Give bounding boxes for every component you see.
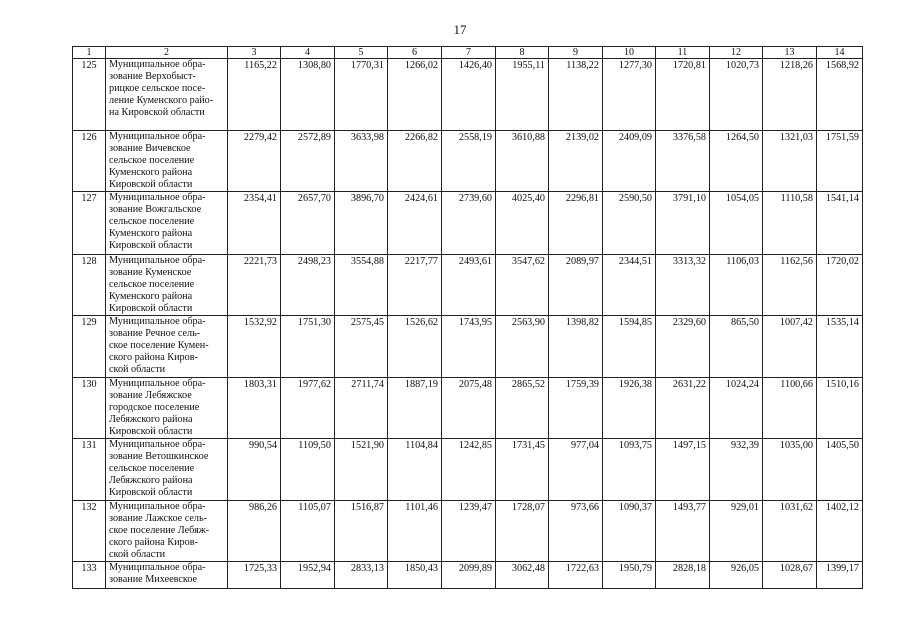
value-cell: 2075,48 bbox=[442, 378, 496, 439]
value-cell: 2631,22 bbox=[656, 378, 710, 439]
municipality-name-line: зование Вожгальское bbox=[109, 204, 202, 215]
municipality-name-line: ского района Киров- bbox=[109, 537, 198, 548]
table-row bbox=[73, 439, 863, 501]
value-cell: 1541,14 bbox=[817, 192, 863, 255]
value-cell: 2572,89 bbox=[281, 131, 335, 192]
value-cell: 2493,61 bbox=[442, 255, 496, 316]
value-cell: 1725,33 bbox=[228, 562, 281, 589]
municipality-name-cell bbox=[106, 255, 228, 316]
value-cell: 1743,95 bbox=[442, 316, 496, 378]
municipality-name-line: ское поселение Лебяж- bbox=[109, 525, 210, 536]
value-cell: 1105,07 bbox=[281, 501, 335, 562]
value-cell: 2590,50 bbox=[603, 192, 656, 255]
value-cell: 1850,43 bbox=[388, 562, 442, 589]
row-number: 131 bbox=[73, 439, 106, 501]
data-table bbox=[72, 46, 863, 589]
value-cell: 3610,88 bbox=[496, 131, 549, 192]
municipality-name-line: Кировской области bbox=[109, 240, 193, 251]
row-number: 132 bbox=[73, 501, 106, 562]
municipality-name-line: Муниципальное обра- bbox=[109, 316, 206, 327]
value-cell: 2266,82 bbox=[388, 131, 442, 192]
value-cell: 1242,85 bbox=[442, 439, 496, 501]
value-cell: 3376,58 bbox=[656, 131, 710, 192]
value-cell: 1926,38 bbox=[603, 378, 656, 439]
municipality-name-line: ской области bbox=[109, 364, 166, 375]
value-cell: 2296,81 bbox=[549, 192, 603, 255]
value-cell: 4025,40 bbox=[496, 192, 549, 255]
value-cell: 2279,42 bbox=[228, 131, 281, 192]
table-row bbox=[73, 501, 863, 562]
municipality-name-line: Муниципальное обра- bbox=[109, 255, 206, 266]
value-cell: 1028,67 bbox=[763, 562, 817, 589]
value-cell: 1728,07 bbox=[496, 501, 549, 562]
municipality-name-line: зование Лажское сель- bbox=[109, 513, 208, 524]
row-number: 127 bbox=[73, 192, 106, 255]
value-cell: 1024,24 bbox=[710, 378, 763, 439]
value-cell: 1106,03 bbox=[710, 255, 763, 316]
municipality-name-line: ское поселение Кумен- bbox=[109, 340, 209, 351]
value-cell: 3062,48 bbox=[496, 562, 549, 589]
value-cell: 1321,03 bbox=[763, 131, 817, 192]
column-header: 6 bbox=[388, 47, 442, 59]
header-row bbox=[73, 47, 863, 59]
municipality-name-line: Куменского района bbox=[109, 228, 193, 239]
value-cell: 1054,05 bbox=[710, 192, 763, 255]
value-cell: 986,26 bbox=[228, 501, 281, 562]
value-cell: 929,01 bbox=[710, 501, 763, 562]
value-cell: 2139,02 bbox=[549, 131, 603, 192]
municipality-name-line: Лебяжского района bbox=[109, 475, 193, 486]
value-cell: 932,39 bbox=[710, 439, 763, 501]
column-header: 2 bbox=[106, 47, 228, 59]
value-cell: 1100,66 bbox=[763, 378, 817, 439]
table-row bbox=[73, 192, 863, 255]
municipality-name-cell bbox=[106, 59, 228, 131]
value-cell: 2354,41 bbox=[228, 192, 281, 255]
value-cell: 1109,50 bbox=[281, 439, 335, 501]
value-cell: 1398,82 bbox=[549, 316, 603, 378]
column-header: 12 bbox=[710, 47, 763, 59]
page-number: 17 bbox=[453, 22, 467, 37]
value-cell: 1510,16 bbox=[817, 378, 863, 439]
column-header: 10 bbox=[603, 47, 656, 59]
table-row bbox=[73, 131, 863, 192]
municipality-name-line: ской области bbox=[109, 549, 166, 560]
value-cell: 1952,94 bbox=[281, 562, 335, 589]
value-cell: 1090,37 bbox=[603, 501, 656, 562]
table-row bbox=[73, 316, 863, 378]
value-cell: 1007,42 bbox=[763, 316, 817, 378]
value-cell: 1031,62 bbox=[763, 501, 817, 562]
value-cell: 1399,17 bbox=[817, 562, 863, 589]
value-cell: 1720,81 bbox=[656, 59, 710, 131]
value-cell: 865,50 bbox=[710, 316, 763, 378]
value-cell: 1162,56 bbox=[763, 255, 817, 316]
value-cell: 3554,88 bbox=[335, 255, 388, 316]
value-cell: 2563,90 bbox=[496, 316, 549, 378]
value-cell: 973,66 bbox=[549, 501, 603, 562]
municipality-name-line: Лебяжского района bbox=[109, 414, 193, 425]
municipality-name-line: ского района Киров- bbox=[109, 352, 198, 363]
municipality-name-line: сельское поселение bbox=[109, 155, 195, 166]
value-cell: 1402,12 bbox=[817, 501, 863, 562]
municipality-name-line: зование Верхобыст- bbox=[109, 71, 196, 82]
municipality-name-line: Кировской области bbox=[109, 487, 193, 498]
municipality-name-line: городское поселение bbox=[109, 402, 200, 413]
municipality-name-cell bbox=[106, 192, 228, 255]
value-cell: 2498,23 bbox=[281, 255, 335, 316]
row-number: 130 bbox=[73, 378, 106, 439]
value-cell: 2409,09 bbox=[603, 131, 656, 192]
value-cell: 3791,10 bbox=[656, 192, 710, 255]
column-header: 4 bbox=[281, 47, 335, 59]
value-cell: 1526,62 bbox=[388, 316, 442, 378]
value-cell: 1035,00 bbox=[763, 439, 817, 501]
value-cell: 2657,70 bbox=[281, 192, 335, 255]
column-header: 3 bbox=[228, 47, 281, 59]
municipality-name-line: Кировской области bbox=[109, 179, 193, 190]
value-cell: 1138,22 bbox=[549, 59, 603, 131]
value-cell: 2099,89 bbox=[442, 562, 496, 589]
value-cell: 1532,92 bbox=[228, 316, 281, 378]
column-header: 8 bbox=[496, 47, 549, 59]
municipality-name-line: Кировской области bbox=[109, 303, 193, 314]
value-cell: 3313,32 bbox=[656, 255, 710, 316]
municipality-name-line: зование Куменское bbox=[109, 267, 192, 278]
column-header: 13 bbox=[763, 47, 817, 59]
value-cell: 1977,62 bbox=[281, 378, 335, 439]
value-cell: 1722,63 bbox=[549, 562, 603, 589]
column-header: 11 bbox=[656, 47, 710, 59]
municipality-name-line: Муниципальное обра- bbox=[109, 501, 206, 512]
municipality-name-line: Муниципальное обра- bbox=[109, 562, 206, 573]
value-cell: 2221,73 bbox=[228, 255, 281, 316]
municipality-name-line: рицкое сельское посе- bbox=[109, 83, 206, 94]
municipality-name-line: сельское поселение bbox=[109, 216, 195, 227]
table-row bbox=[73, 562, 863, 589]
value-cell: 977,04 bbox=[549, 439, 603, 501]
table-row bbox=[73, 255, 863, 316]
municipality-name-cell bbox=[106, 501, 228, 562]
value-cell: 1535,14 bbox=[817, 316, 863, 378]
value-cell: 1493,77 bbox=[656, 501, 710, 562]
municipality-name-line: зование Лебяжское bbox=[109, 390, 192, 401]
municipality-name-line: Куменского района bbox=[109, 291, 193, 302]
value-cell: 1426,40 bbox=[442, 59, 496, 131]
row-number: 126 bbox=[73, 131, 106, 192]
value-cell: 1720,02 bbox=[817, 255, 863, 316]
value-cell: 2711,74 bbox=[335, 378, 388, 439]
value-cell: 3896,70 bbox=[335, 192, 388, 255]
value-cell: 1751,30 bbox=[281, 316, 335, 378]
value-cell: 1955,11 bbox=[496, 59, 549, 131]
table-row bbox=[73, 59, 863, 131]
municipality-name-line: Муниципальное обра- bbox=[109, 131, 206, 142]
value-cell: 2739,60 bbox=[442, 192, 496, 255]
value-cell: 2344,51 bbox=[603, 255, 656, 316]
column-header: 14 bbox=[817, 47, 863, 59]
value-cell: 1104,84 bbox=[388, 439, 442, 501]
value-cell: 2217,77 bbox=[388, 255, 442, 316]
municipality-name-cell bbox=[106, 439, 228, 501]
value-cell: 1239,47 bbox=[442, 501, 496, 562]
value-cell: 1110,58 bbox=[763, 192, 817, 255]
municipality-name-line: зование Ветошкинское bbox=[109, 451, 209, 462]
value-cell: 1803,31 bbox=[228, 378, 281, 439]
column-header: 7 bbox=[442, 47, 496, 59]
value-cell: 1497,15 bbox=[656, 439, 710, 501]
municipality-name-line: Кировской области bbox=[109, 426, 193, 437]
value-cell: 2089,97 bbox=[549, 255, 603, 316]
value-cell: 1266,02 bbox=[388, 59, 442, 131]
value-cell: 926,05 bbox=[710, 562, 763, 589]
municipality-name-line: Муниципальное обра- bbox=[109, 192, 206, 203]
column-header: 1 bbox=[73, 47, 106, 59]
municipality-name-line: ление Куменского райо- bbox=[109, 95, 214, 106]
value-cell: 1277,30 bbox=[603, 59, 656, 131]
municipality-name-line: Муниципальное обра- bbox=[109, 59, 206, 70]
value-cell: 2833,13 bbox=[335, 562, 388, 589]
value-cell: 1516,87 bbox=[335, 501, 388, 562]
value-cell: 1950,79 bbox=[603, 562, 656, 589]
municipality-name-line: зование Михеевское bbox=[109, 574, 198, 585]
value-cell: 1308,80 bbox=[281, 59, 335, 131]
value-cell: 3547,62 bbox=[496, 255, 549, 316]
value-cell: 1405,50 bbox=[817, 439, 863, 501]
value-cell: 2575,45 bbox=[335, 316, 388, 378]
row-number: 125 bbox=[73, 59, 106, 131]
municipality-name-line: на Кировской области bbox=[109, 107, 205, 118]
municipality-name-line: зование Речное сель- bbox=[109, 328, 201, 339]
column-header: 5 bbox=[335, 47, 388, 59]
municipality-name-cell bbox=[106, 316, 228, 378]
value-cell: 1521,90 bbox=[335, 439, 388, 501]
value-cell: 1594,85 bbox=[603, 316, 656, 378]
value-cell: 1731,45 bbox=[496, 439, 549, 501]
municipality-name-cell bbox=[106, 131, 228, 192]
value-cell: 2329,60 bbox=[656, 316, 710, 378]
value-cell: 1165,22 bbox=[228, 59, 281, 131]
value-cell: 1751,59 bbox=[817, 131, 863, 192]
value-cell: 2865,52 bbox=[496, 378, 549, 439]
municipality-name-cell bbox=[106, 562, 228, 589]
value-cell: 1264,50 bbox=[710, 131, 763, 192]
value-cell: 1020,73 bbox=[710, 59, 763, 131]
value-cell: 1759,39 bbox=[549, 378, 603, 439]
value-cell: 2828,18 bbox=[656, 562, 710, 589]
municipality-name-cell bbox=[106, 378, 228, 439]
value-cell: 1887,19 bbox=[388, 378, 442, 439]
municipality-name-line: зование Вичевское bbox=[109, 143, 191, 154]
column-header: 9 bbox=[549, 47, 603, 59]
value-cell: 1101,46 bbox=[388, 501, 442, 562]
value-cell: 2558,19 bbox=[442, 131, 496, 192]
row-number: 129 bbox=[73, 316, 106, 378]
value-cell: 1093,75 bbox=[603, 439, 656, 501]
table-row bbox=[73, 378, 863, 439]
value-cell: 1218,26 bbox=[763, 59, 817, 131]
municipality-name-line: Куменского района bbox=[109, 167, 193, 178]
value-cell: 1770,31 bbox=[335, 59, 388, 131]
row-number: 128 bbox=[73, 255, 106, 316]
municipality-name-line: сельское поселение bbox=[109, 279, 195, 290]
value-cell: 1568,92 bbox=[817, 59, 863, 131]
row-number: 133 bbox=[73, 562, 106, 589]
value-cell: 3633,98 bbox=[335, 131, 388, 192]
value-cell: 2424,61 bbox=[388, 192, 442, 255]
municipality-name-line: сельское поселение bbox=[109, 463, 195, 474]
value-cell: 990,54 bbox=[228, 439, 281, 501]
municipality-name-line: Муниципальное обра- bbox=[109, 439, 206, 450]
municipality-name-line: Муниципальное обра- bbox=[109, 378, 206, 389]
